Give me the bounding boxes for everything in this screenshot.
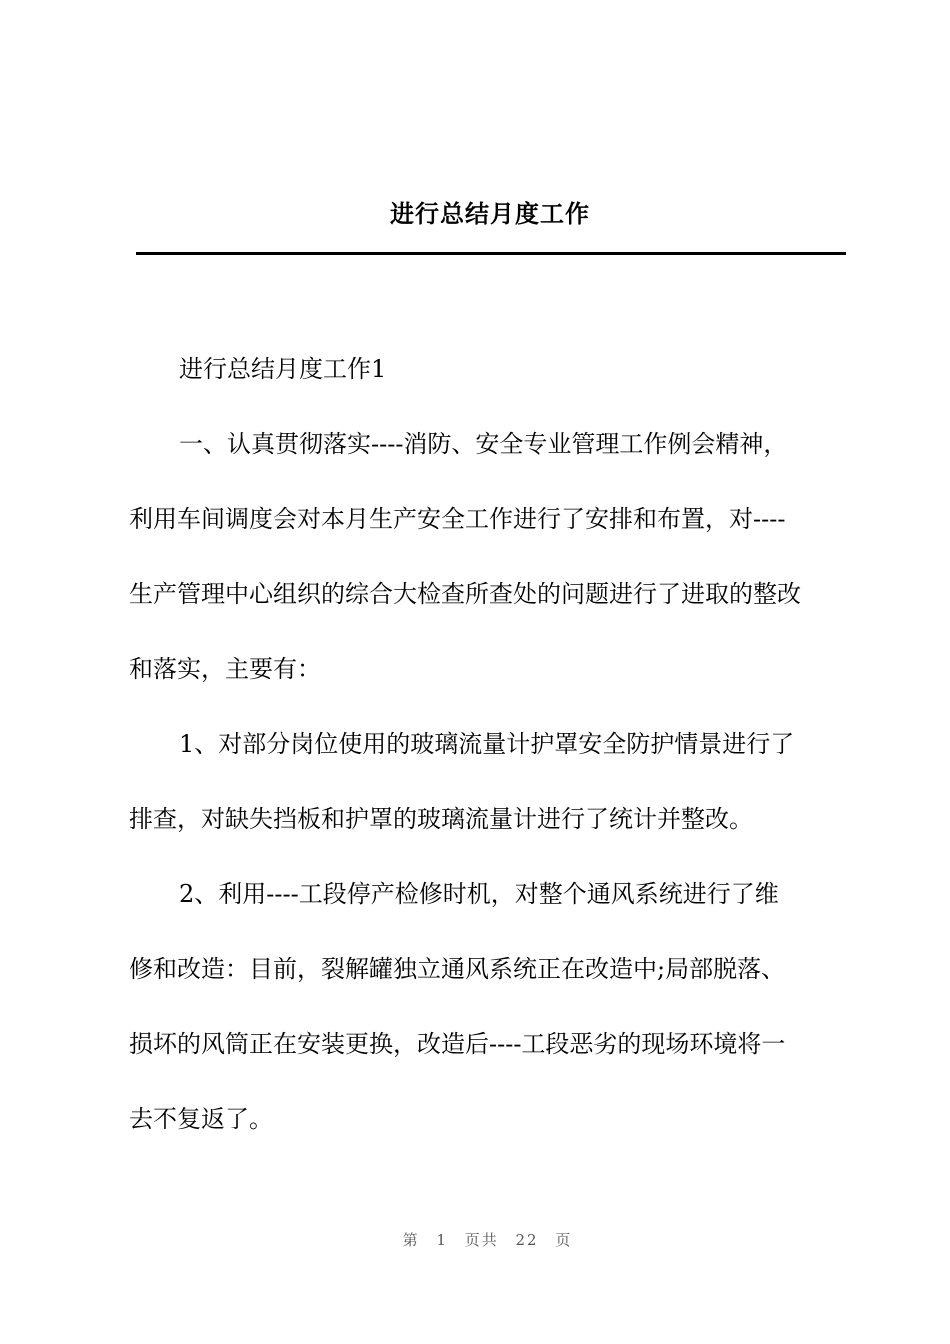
page-number-footer: 第 1 页共 22 页 bbox=[402, 1231, 573, 1249]
paragraph-line: 损坏的风筒正在安装更换，改造后----工段恶劣的现场环境将一 bbox=[129, 1030, 786, 1058]
paragraph-line: 去不复返了。 bbox=[129, 1105, 273, 1133]
paragraph-line: 1、对部分岗位使用的玻璃流量计护罩安全防护情景进行了 bbox=[179, 730, 795, 758]
paragraph-line: 排查，对缺失挡板和护罩的玻璃流量计进行了统计并整改。 bbox=[129, 805, 753, 833]
paragraph-line: 利用车间调度会对本月生产安全工作进行了安排和布置，对---- bbox=[129, 505, 786, 533]
paragraph-line: 和落实，主要有： bbox=[129, 655, 321, 683]
paragraph-line: 修和改造：目前，裂解罐独立通风系统正在改造中;局部脱落、 bbox=[129, 955, 786, 983]
title-underline bbox=[136, 252, 846, 255]
section-heading: 进行总结月度工作1 bbox=[179, 355, 387, 383]
paragraph-line: 2、利用----工段停产检修时机，对整个通风系统进行了维 bbox=[179, 880, 779, 908]
document-title: 进行总结月度工作 bbox=[390, 200, 590, 228]
paragraph-line: 一、认真贯彻落实----消防、安全专业管理工作例会精神， bbox=[179, 430, 788, 458]
paragraph-line: 生产管理中心组织的综合大检查所查处的问题进行了进取的整改 bbox=[129, 580, 801, 608]
document-body bbox=[129, 338, 843, 1163]
